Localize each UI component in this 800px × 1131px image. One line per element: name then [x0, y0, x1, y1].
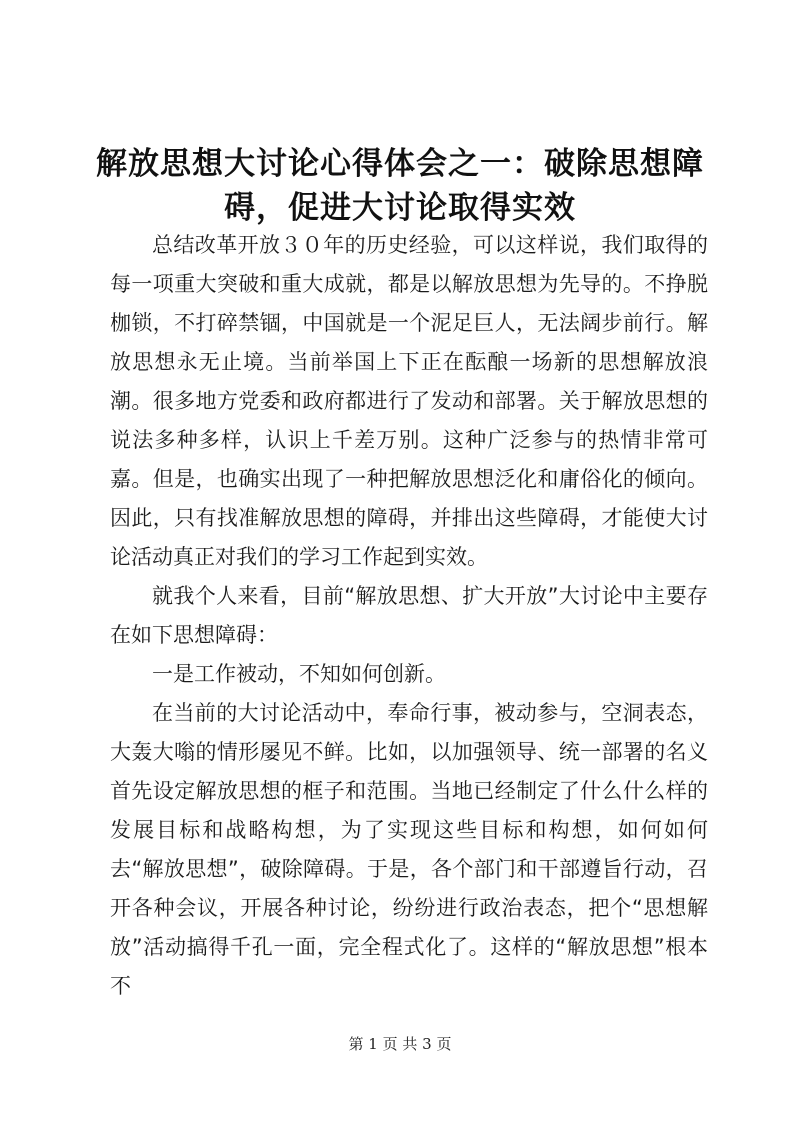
- paragraph-3: 一是工作被动，不知如何创新。: [152, 662, 446, 686]
- document-title: [95, 142, 705, 230]
- title-line-2: 碍，促进大讨论取得实效: [224, 190, 576, 226]
- document-body: [110, 226, 708, 1006]
- paragraph-1: 总结改革开放３０年的历史经验，可以这样说，我们取得的每一项重大突破和重大成就，都是以解放思想为先导的。不挣脱枷锁，不打碎禁锢，中国就是一个泥足巨人，无法阔步前行。解放思想永无止境。当前举国上下正在酝酿一场新的思想解放浪潮。很多地方党委和政府都进行了发动和部署。关于解放思想的说法多种多样，认识上千差万别。这种广泛参与的热情非常可嘉。但是，也确实出现了一种把解放思想泛化和庸俗化的倾向。因此，只有找准解放思想的障碍，并排出这些障碍，才能使大讨论活动真正对我们的学习工作起到实效。: [110, 233, 708, 569]
- paragraph-4: 在当前的大讨论活动中，奉命行事，被动参与，空洞表态，大轰大嗡的情形屡见不鲜。比如，以加强领导、统一部署的名义首先设定解放思想的框子和范围。当地已经制定了什么什么样的发展目标和战略构想，为了实现这些目标和构想，如何如何去“解放思想”，破除障碍。于是，各个部门和干部遵旨行动，召开各种会议，开展各种讨论，纷纷进行政治表态，把个“思想解放”活动搞得千孔一面，完全程式化了。这样的“解放思想”根本不: [110, 701, 708, 998]
- paragraph-2: 就我个人来看，目前“解放思想、扩大开放”大讨论中主要存在如下思想障碍：: [110, 584, 708, 647]
- page-footer: 第 1 页 共 3 页: [348, 1035, 452, 1053]
- title-line-1: 解放思想大讨论心得体会之一：破除思想障: [96, 146, 704, 182]
